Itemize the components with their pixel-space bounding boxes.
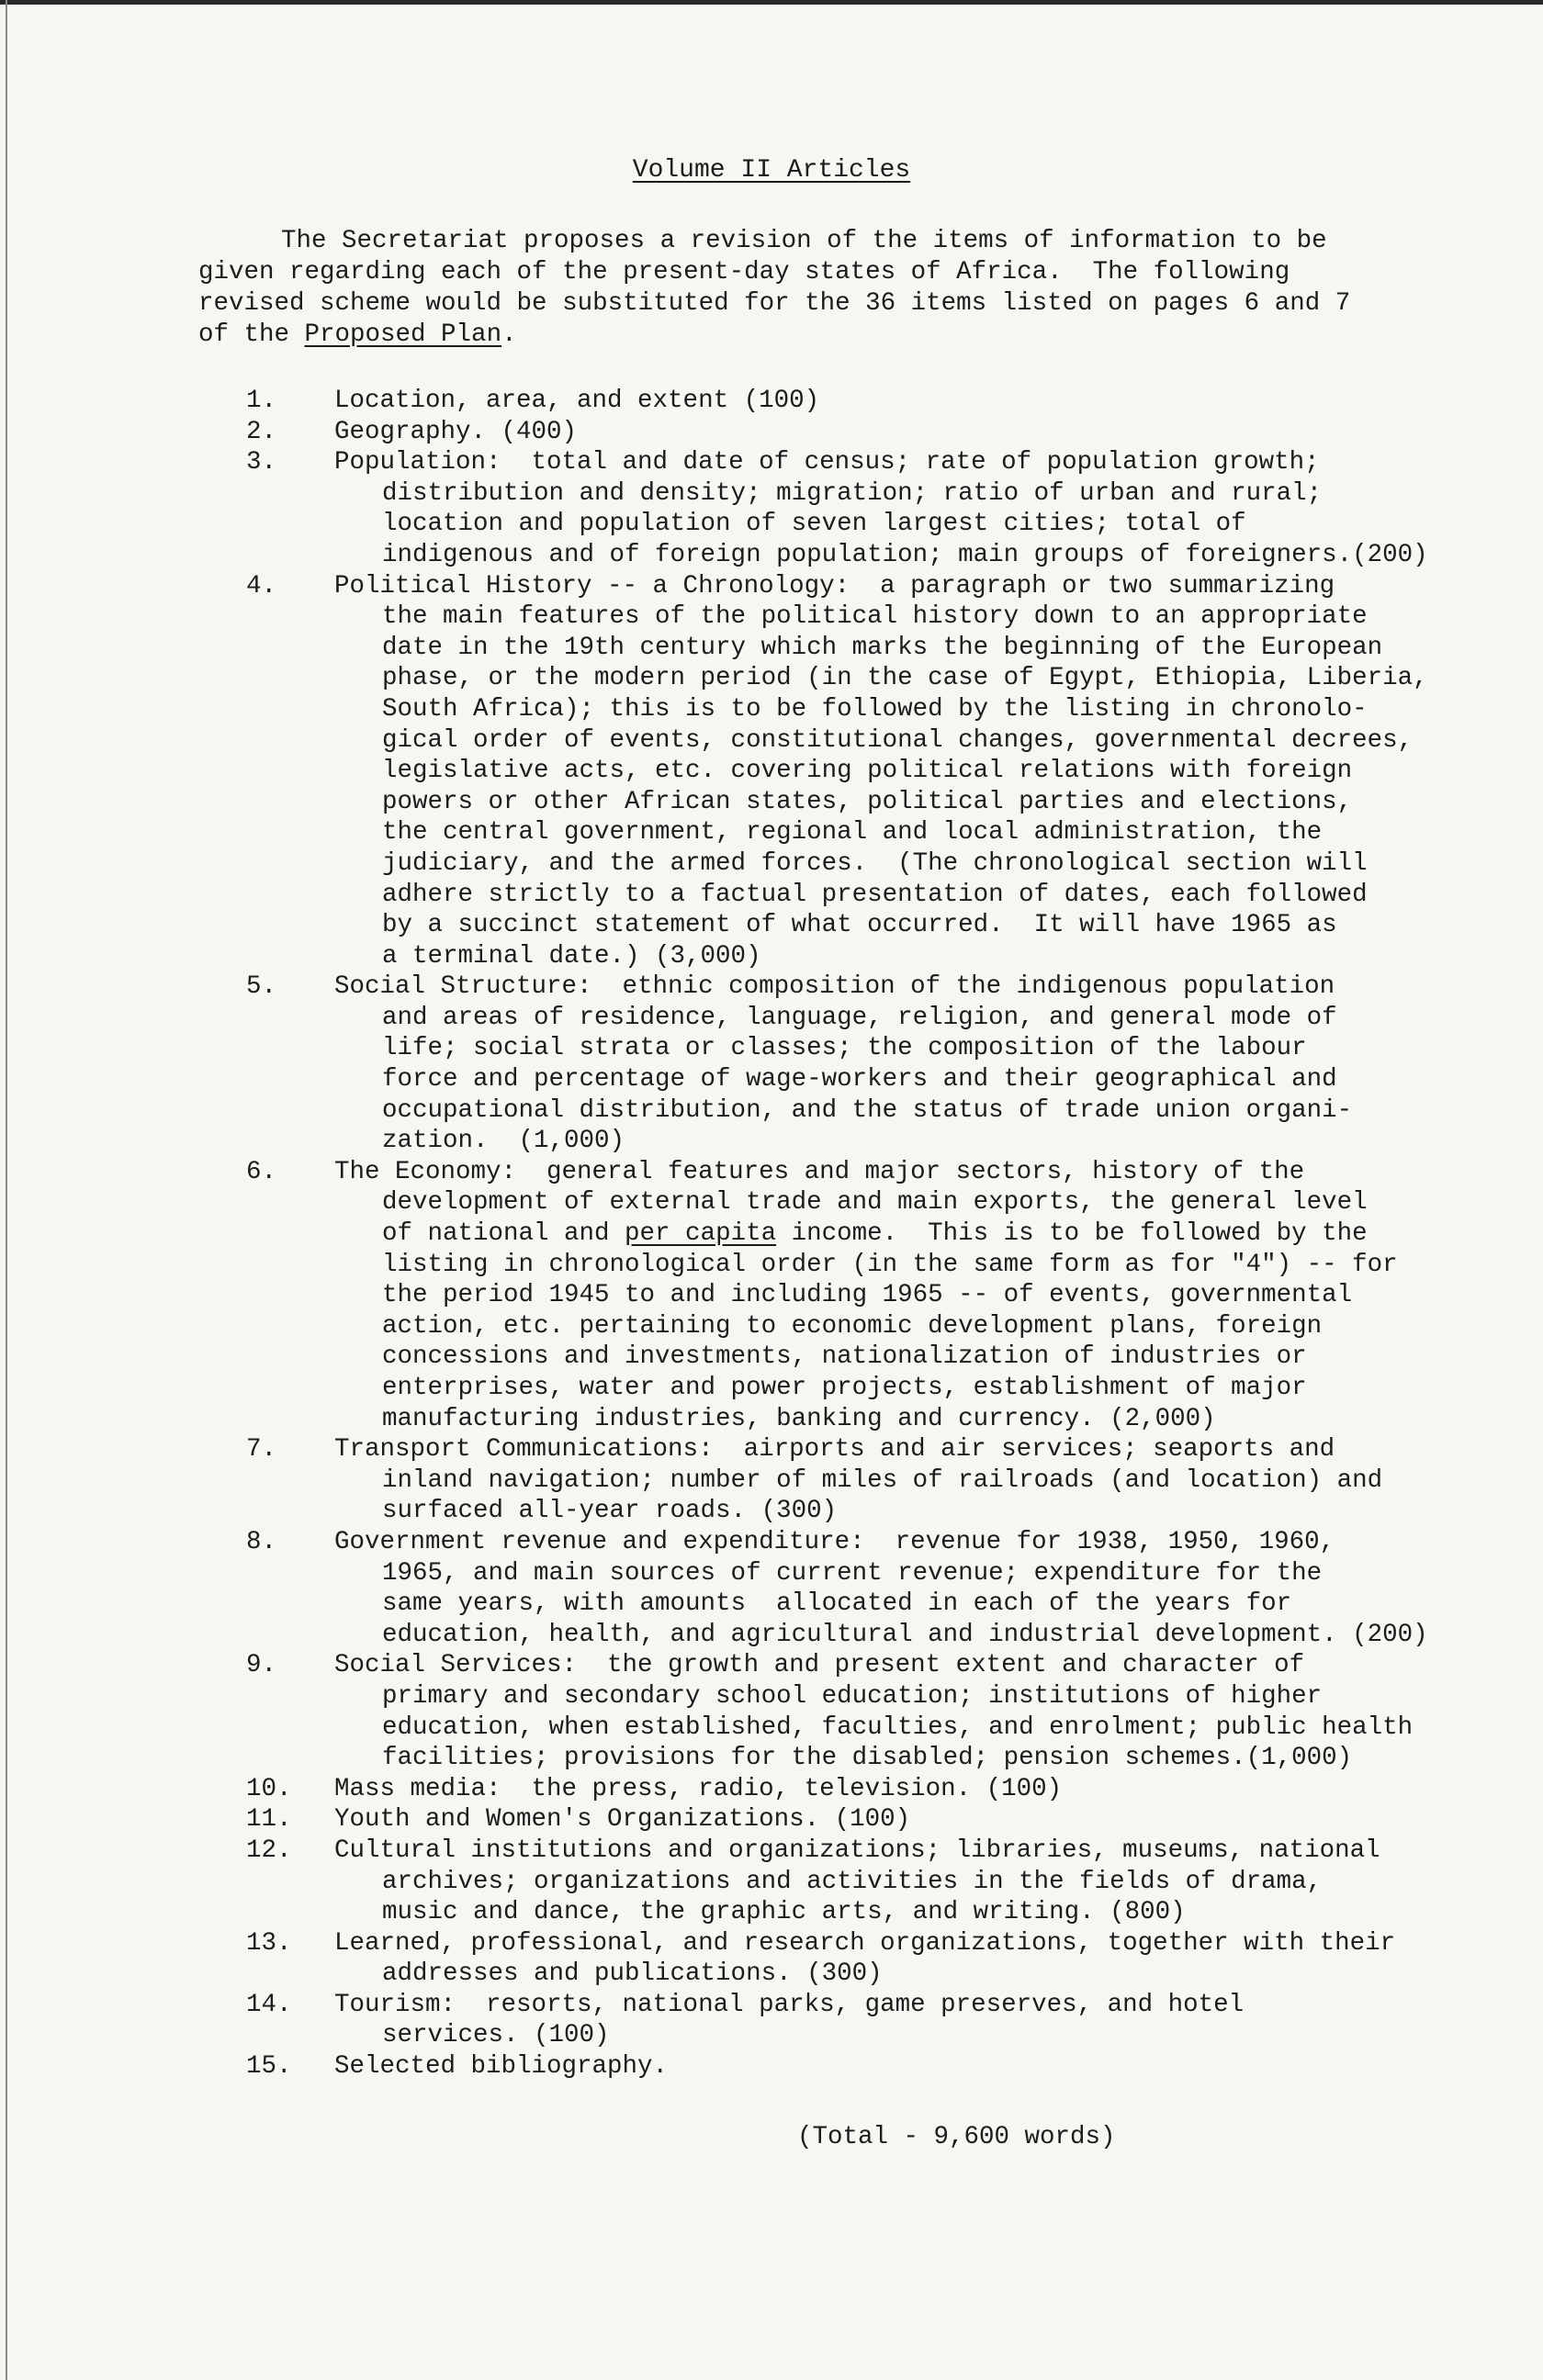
item-text-line: Tourism: resorts, national parks, game preserves, and hotel (334, 1990, 1245, 2019)
item-text-line: force and percentage of wage-workers and their geographical and (382, 1065, 1337, 1095)
list-item (246, 1990, 1459, 2051)
item-number: 9. (246, 1651, 277, 1680)
item-text-line: Youth and Women's Organizations. (100) (334, 1805, 911, 1835)
item-text-line: Selected bibliography. (334, 2052, 669, 2082)
item-text-line: concessions and investments, nationalization of industries or (382, 1342, 1307, 1372)
item-text-line: Social Structure: ethnic composition of the indigenous population (334, 972, 1335, 1002)
item-text-line: Location, area, and extent (100) (334, 387, 820, 415)
list-item (246, 1434, 1459, 1527)
item-text-line: services. (100) (382, 2021, 610, 2050)
item-text-line: powers or other African states, political parties and elections, (382, 787, 1353, 816)
item-number: 5. (246, 972, 277, 1002)
item-text-line: education, health, and agricultural and industrial development. (200) (382, 1620, 1428, 1649)
item-number: 3. (246, 448, 277, 477)
list-item (246, 417, 1459, 448)
intro-line: The Secretariat proposes a revision of the items of information to be (281, 227, 1327, 255)
item-text-line: action, etc. pertaining to economic development plans, foreign (382, 1311, 1323, 1341)
item-text-line: Population: total and date of census; rate of population growth; (334, 448, 1320, 477)
intro-paragraph (198, 226, 1429, 351)
item-number: 11. (246, 1805, 292, 1835)
item-text-line: manufacturing industries, banking and currency. (2,000) (382, 1404, 1216, 1433)
item-number: 12. (246, 1836, 292, 1865)
item-text-line: same years, with amounts allocated in each of the years for (382, 1589, 1292, 1619)
item-text-line: location and population of seven largest cities; total of (382, 510, 1246, 539)
item-number: 4. (246, 571, 277, 601)
item-number: 8. (246, 1527, 277, 1556)
item-text-line: South Africa); this is to be followed by the listing in chronolo- (382, 694, 1368, 724)
item-text-line: The Economy: general features and major sectors, history of the (334, 1157, 1305, 1186)
proposed-plan-reference: Proposed Plan (304, 320, 502, 349)
item-text-line: the main features of the political history down to an appropriate (382, 602, 1368, 632)
item-number: 15. (246, 2052, 292, 2082)
item-text-line: music and dance, the graphic arts, and writing. (800) (382, 1898, 1186, 1927)
item-text-line: date in the 19th century which marks the beginning of the European (382, 633, 1383, 662)
intro-line: given regarding each of the present-day states of Africa. The following (198, 258, 1290, 286)
per-capita-emphasis: per capita (625, 1219, 777, 1249)
item-text-line: life; social strata or classes; the composition of the labour (382, 1034, 1307, 1063)
item-text-line: legislative acts, etc. covering political relations with foreign (382, 757, 1353, 786)
item-number: 14. (246, 1990, 292, 2019)
item-text-line: primary and secondary school education; institutions of higher (382, 1681, 1323, 1711)
item-text-line: addresses and publications. (300) (382, 1959, 883, 1989)
item-number: 2. (246, 417, 277, 446)
item-text-line: gical order of events, constitutional changes, governmental decrees, (382, 725, 1413, 755)
item-text-line: archives; organizations and activities in the fields of drama, (382, 1867, 1323, 1896)
item-number: 6. (246, 1157, 277, 1186)
item-text-line: Political History -- a Chronology: a paragraph or two summarizing (334, 571, 1335, 601)
item-text-line: judiciary, and the armed forces. (The chronological section will (382, 848, 1368, 878)
item-text-line: and areas of residence, language, religion, and general mode of (382, 1003, 1337, 1032)
item-text-line: phase, or the modern period (in the case of Egypt, Ethiopia, Liberia, (382, 664, 1428, 693)
item-text-line: 1965, and main sources of current revenue; expenditure for the (382, 1558, 1323, 1588)
intro-line: revised scheme would be substituted for the 36 items listed on pages 6 and 7 (198, 289, 1351, 318)
page-title: Volume II Articles (632, 156, 911, 185)
item-text-line: education, when established, faculties, and enrolment; public health (382, 1712, 1413, 1742)
list-item (246, 1774, 1459, 1805)
item-text-line: indigenous and of foreign population; main groups of foreigners.(200) (382, 540, 1428, 569)
item-text-line: development of external trade and main exports, the general level (382, 1188, 1368, 1218)
item-number: 13. (246, 1928, 292, 1958)
item-text-line: listing in chronological order (in the same form as for "4") -- for (382, 1250, 1398, 1279)
item-text-line: a terminal date.) (3,000) (382, 941, 761, 971)
item-number: 10. (246, 1774, 292, 1803)
list-item (246, 1527, 1459, 1650)
item-text-line: Mass media: the press, radio, television. (100) (334, 1774, 1063, 1803)
list-item (246, 571, 1459, 972)
item-text-line: Cultural institutions and organizations; libraries, museums, national (334, 1836, 1380, 1865)
items-list (246, 386, 1459, 2082)
item-text-line: of national and per capita income. This is to be followed by the (382, 1219, 1368, 1249)
list-item (246, 971, 1459, 1157)
item-text-line: by a succinct statement of what occurred. It will have 1965 as (382, 911, 1337, 940)
list-item (246, 1804, 1459, 1836)
item-text-line: facilities; provisions for the disabled; pension schemes.(1,000) (382, 1744, 1353, 1773)
item-text-line: Transport Communications: airports and air services; seaports and (334, 1435, 1335, 1465)
item-text-line: zation. (1,000) (382, 1127, 625, 1156)
item-text-line: adhere strictly to a factual presentation of dates, each followed (382, 880, 1368, 909)
item-text-line: Learned, professional, and research organizations, together with their (334, 1928, 1396, 1958)
item-text-line: inland navigation; number of miles of railroads (and location) and (382, 1465, 1383, 1495)
total-word-count: (Total - 9,600 words) (797, 2123, 1116, 2151)
item-text-line: the period 1945 to and including 1965 -- of events, governmental (382, 1281, 1353, 1310)
list-item (246, 447, 1459, 570)
item-text-line: occupational distribution, and the status of trade union organi- (382, 1095, 1353, 1125)
list-item (246, 1836, 1459, 1928)
item-text-line: surfaced all-year roads. (300) (382, 1497, 838, 1526)
list-item (246, 386, 1459, 417)
item-text-line: Government revenue and expenditure: revenue for 1938, 1950, 1960, (334, 1527, 1335, 1556)
item-text-line: Geography. (400) (334, 417, 578, 446)
list-item (246, 1157, 1459, 1434)
list-item (246, 1650, 1459, 1773)
item-text-line: distribution and density; migration; ratio of urban and rural; (382, 478, 1323, 508)
item-number: 1. (246, 387, 277, 415)
item-number: 7. (246, 1435, 277, 1465)
item-text-line: enterprises, water and power projects, establishment of major (382, 1374, 1307, 1402)
item-text-line: the central government, regional and local administration, the (382, 818, 1323, 848)
intro-line-last (198, 320, 1429, 351)
top-border-line (0, 0, 1543, 5)
intro-prefix: of the (198, 320, 305, 349)
left-border-line (6, 0, 7, 2380)
item-text-line: Social Services: the growth and present extent and character of (334, 1651, 1305, 1680)
list-item (246, 1928, 1459, 1990)
intro-suffix: . (501, 320, 517, 349)
list-item (246, 2051, 1459, 2082)
